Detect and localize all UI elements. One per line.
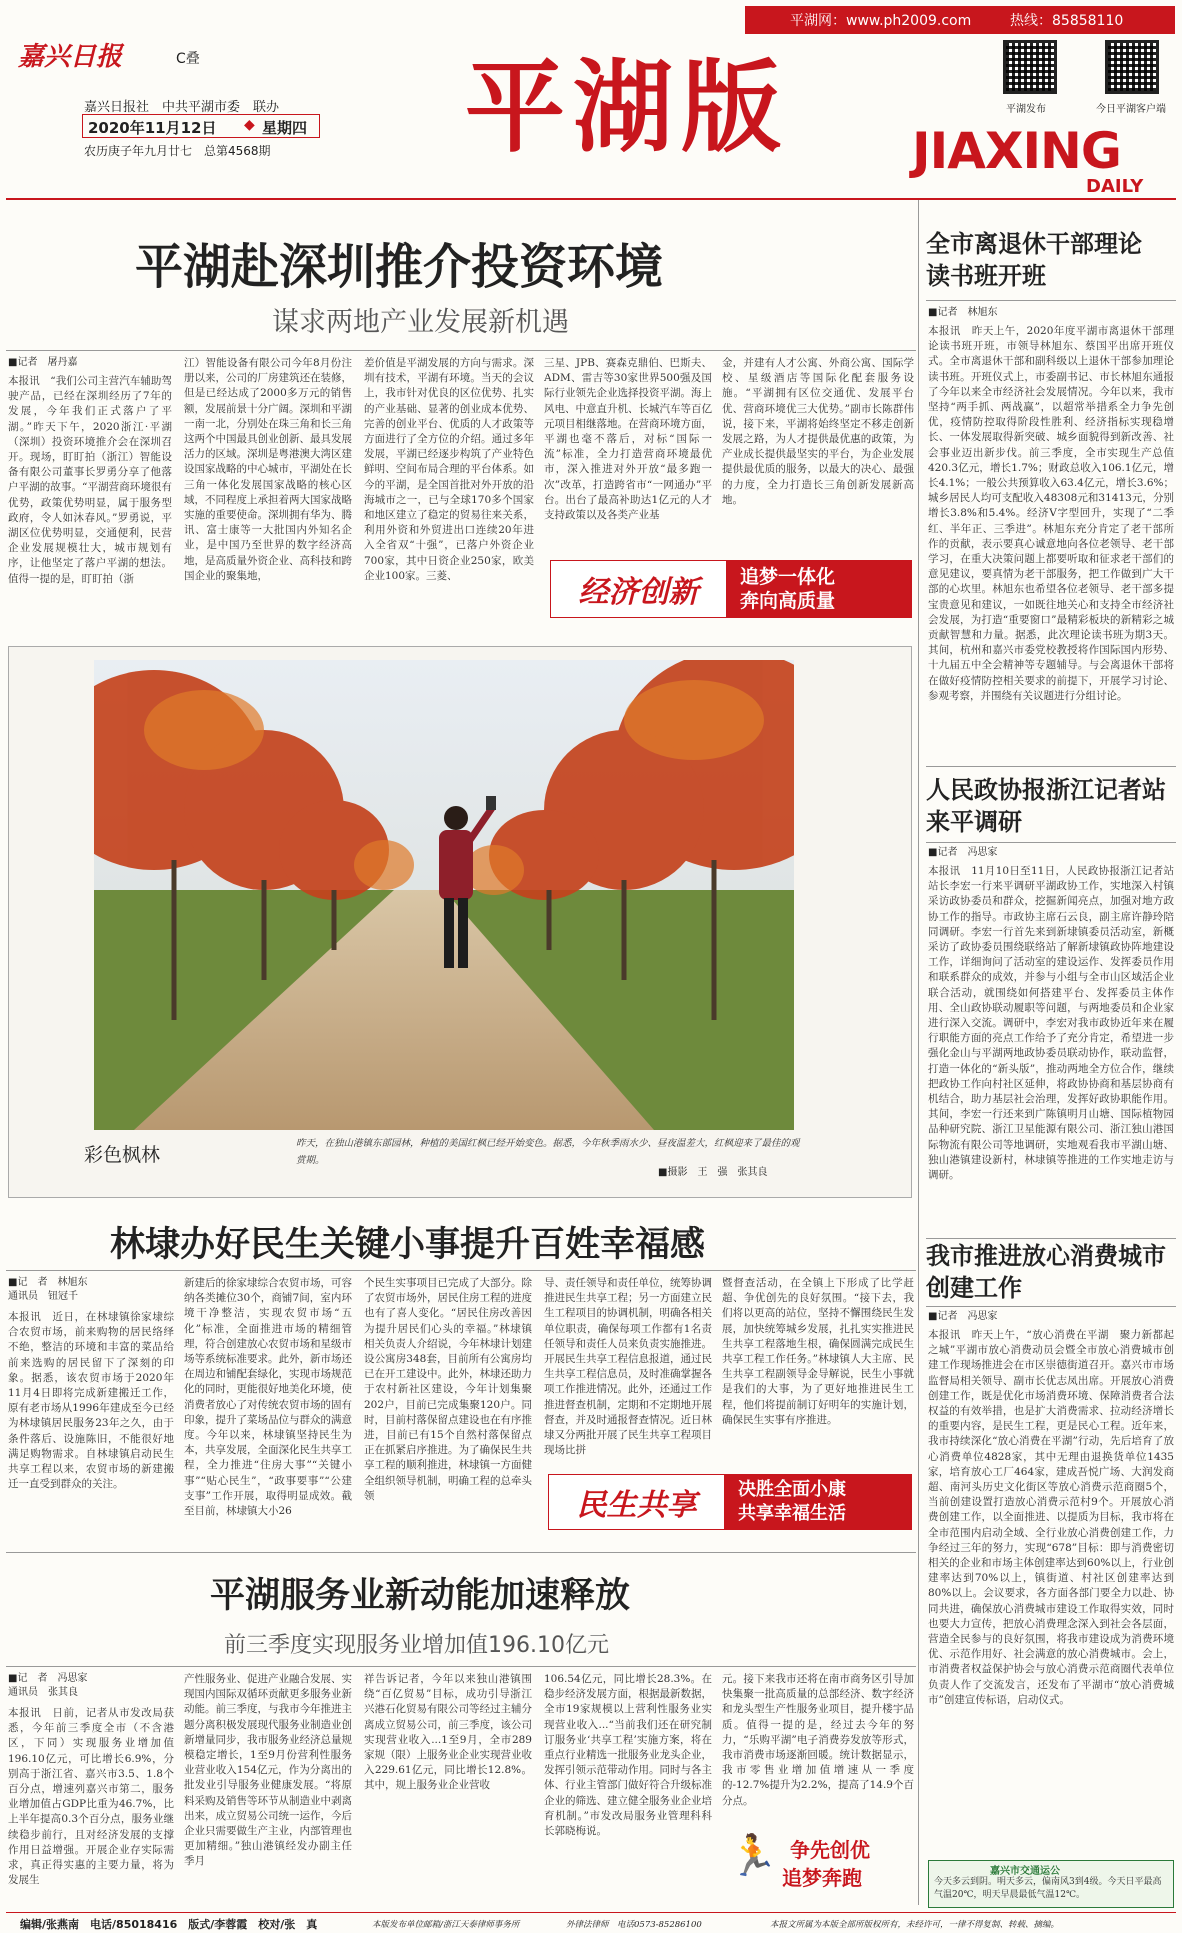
divider	[926, 300, 1176, 301]
masthead-rule	[6, 198, 1176, 200]
site-url[interactable]: 平湖网：www.ph2009.com	[790, 13, 972, 29]
third-col-3: 祥告诉记者，今年以来独山港镇围绕“百亿贸易”目标，成功引导浙江兴港石化贸易有限公司等经过主辅分离成立贸易公司，前三季度，该公司实现营业收入...1至9月，全市289家规（限）上服务业企业实现营业收入229.61亿元，同比增长12.8%。其中，规上服务业企业营收	[364, 1673, 532, 1792]
paper-logo: 嘉兴日报	[18, 42, 123, 72]
badge-line-2: 奔向高质量	[740, 590, 836, 612]
badge-line-2: 共享幸福生活	[738, 1503, 846, 1524]
weekday: 星期四	[262, 119, 308, 137]
side3-byline: ■记者 冯思家	[928, 1311, 998, 1322]
second-byline-2: 通讯员 钮冠千	[8, 1291, 78, 1302]
lead-headline: 平湖赴深圳推介投资环境	[135, 239, 664, 295]
divider	[6, 1666, 916, 1667]
third-col-1: 本报讯 日前，记者从市发改局获悉，今年前三季度全市（不含港区，下同）实现服务业增加值196.10亿元，可比增长6.9%，分别高于浙江省、嘉兴市3.5、1.8个百分点，增速列嘉兴市第二，服务业增加值占GDP比重为46.7%，比上半年提高0.3个百分点，服务业继续稳步前行，且对经济发展的支撑作用日益增强。开展企业存实际需求，真正得实惠的主要力量，将为发展生	[8, 1707, 174, 1887]
issue-date: 2020年11月12日	[88, 119, 217, 137]
badge-right	[726, 561, 911, 617]
third-col-2: 产性服务业、促进产业融合发展、实现国内国际双循环贡献更多服务业新动能。前三季度，与我市今年推进主题分离积极发展现代服务业制造业创新增量同步，我市服务业经济总量规模稳定增长，1至9月份营利性服务业营业收入154亿元，作为分离出的批发业引导服务业健康发展。“将原料采购及销售等环节从制造业中剥离出来，成立贸易公司统一运作，今后企业只需要做生产主业，内部管理也更加精细。”独山港镇经发办副主任季月	[184, 1673, 352, 1868]
edition-code: C叠	[176, 51, 200, 67]
divider	[926, 1238, 1176, 1239]
second-col-2: 新建后的徐家埭综合农贸市场，可容纳各类摊位30个，商铺7间，室内环境干净整洁，实现农贸市场“五化”标准，全面推进市场的精细管理，符合创建放心农贸市场和星级市场等系统标准要求。此外，新市场还在周边和铺配套绿化，实现市场规范化的同时，更能很好地美化环境，使消费者放心了对传统农贸市场的固有印象，提升了菜场品位与群众的满意度。今年以来，林埭镇坚持民生为本，共享发展，全面深化民生共享工程，全力推进“住房大事”“关键小事”“贴心民生”，“政事要事”“公建支事”工作开展，取得明显成效。截至目前，林埭镇大小26	[184, 1277, 352, 1518]
runner-icon: 🏃	[728, 1833, 778, 1879]
maple-forest-photo	[94, 660, 794, 1130]
third-subtitle: 前三季度实现服务业增加值196.10亿元	[224, 1633, 609, 1658]
second-col-4: 导、责任领导和责任单位，统筹协调推进民生共享工程；另一方面建立民生工程项目的协调机制，明确各相关单位职责，确保每项工作都有1名责任领导和责任人员来负责实施推进。开展民生共享工程信息报道，通过民生共享工程信息员，及时准确掌握各项工作推进情况。此外，还通过工作推进督查机制，定期和不定期地开展督查，并及时通报督查情况。近日林埭又分两批开展了民生共享工程项目现场比拼	[544, 1277, 712, 1457]
third-col-4: 106.54亿元，同比增长28.3%。在稳步经济发展方面，根据最新数据，全市19家规模以上营利性服务业实现营业收入...“当前我们还在研究制订服务业‘共享工程’实施方案，将在重点行业精选一批服务业龙头企业，发挥引领示范带动作用。同时与各主体、行业主管部门做好符合升级标准企业的筛选、建立健全服务业企业培育机制。”市发改局服务业管理科科长郭晓梅说。	[544, 1673, 712, 1838]
footer-rule	[6, 1912, 1176, 1913]
lead-col-5: 金，并建有人才公寓、外商公寓、国际学校、星级酒店等国际化配套服务设施。“平湖拥有区位交通优、发展平台优、营商环境优三大优势。”副市长陈群伟说，接下来，平湖将始终坚定不移走创新发展之路，为人才提供最优惠的政策，为产业成长提供最坚实的平台，为企业发展提供最优质的服务，以最大的决心、最强的力度，全力打造长三角创新发展新高地。	[722, 357, 914, 506]
third-headline: 平湖服务业新动能加速释放	[210, 1576, 631, 1616]
publisher: 嘉兴日报社 中共平湖市委 联办	[84, 100, 280, 115]
second-col-3: 个民生实事项目已完成了大部分。除了农贸市场外，居民住房工程的进度也有了喜人变化。“居民住房改善因为提升居民们心头的幸福。”林埭镇相关负责人介绍说，今年林埭计划建设公寓房348套，目前所有公寓房均已在开工建设中。此外，林埭还助力于农村新社区建设，今年计划集聚202户，目前已完成集聚120户。同时，目前村落保留点建设也在有序推进，目前已有15个自然村落保留点正在抓紧启序推进。为了确保民生共享工程的顺利推进，林埭镇一方面健全组织领导机制，明确工程的总牵头领	[364, 1277, 532, 1502]
second-col-1: 本报讯 近日，在林埭镇徐家埭综合农贸市场，前来购物的居民络绎不绝，整洁的环境和丰富的菜品给前来选购的居民留下了深刻的印象。据悉，该农贸市场于2020年11月4日即将完成新建搬迁工作，原有老市场从1996年建成至今已经为林埭镇居民服务23年之久，由于条件落后、设施陈旧，不能很好地满足购物需求。自林埭镇启动民生共享工程以来，农贸市场的新建搬迁一直受到群众的关注。	[8, 1311, 174, 1491]
side3-body: 本报讯 昨天上午，“放心消费在平湖 聚力新都起之城”平湖市放心消费动员会暨全市放心消费城市创建工作现场推进会在市区崇德街道召开。嘉兴市市场监督局相关领导、副市长优志凤出席。开展放心消费创建工作，既是优化市场消费环境、保障消费者合法权益的有效举措，也是扩大消费需求、拉动经济增长的重要内容，是民生工程，更是民心工程。近年来，我市持续深化“放心消费在平湖”行动，先后培育了放心消费单位4828家，其中无理由退换货单位1435家，培育放心工厂464家，建成吾悦广场、大润发商超、南河头历史文化街区等放心消费示范商圈5个，当前创建设置打造放心消费示范村9个。开展放心消费创建工作，以全面推进、以提质为目标，我市将在全市范围内启动全域、全行业放心消费创建工作，力争经过三年的努力，实现“678”目标：即与消费密切相关的企业和市场主体创建率达到60%以上，行业创建率达到70%以上，镇街道、村社区创建率达到80%以上。会议要求，各方面各部门要全力以赴、协同共进，确保放心消费城市建设工作取得实效，同时也要大力宣传，把放心消费理念深入到社会各层面，营造全民参与的良好氛围，将我市建设成为消费环境优、示范作用好、社会满意的放心消费城市。会上，市消费者权益保护协会与放心消费示范商圈代表单位负责人作了交流发言，还发布了平湖市“放心消费城市”创建宣传标语，启动仪式。	[928, 1329, 1174, 1706]
badge-left: 经济创新	[551, 561, 726, 617]
lead-col-3: 差价值是平湖发展的方向与需求。深圳有技术，平湖有环境。当天的会议上，我市针对优良的区位优势、扎实的产业基础、显著的创业成本优势、完善的创业平台、优质的人才政策等方面进行了全方位的介绍。通过多年发展，平湖已经逐步构筑了产业特色鲜明、空间布局合理的平台体系。如今的平湖，是全国首批对外开放的沿海城市之一，已与全球170多个国家和地区建立了稳定的贸易往来关系，利用外资和外贸进出口连续20年进入全省双“十强”，已落户外资企业700家，其中日资企业250家，欧美企业100家。三菱、	[364, 357, 534, 582]
brand-sub: DAILY	[1086, 176, 1144, 197]
badge-line-1: 追梦一体化	[740, 566, 836, 588]
side2-body: 本报讯 11月10日至11日，人民政协报浙江记者站站长李宏一行来平调研平湖政协工作，实地深入村镇采访政协委员和群众，挖掘新闻亮点，加强对地方政协工作的指导。市政协主席石云良，副主席许静玲陪同调研。李宏一行首先来到新埭镇委员活动室，新概采访了政协委员围绕联络站了解新埭镇政协阵地建设工作，详细询问了活动室的建设运作、发挥委员作用和联系群众的成效，并参与小组与全市山区域活企业联合活动，就围绕如何搭建平台、发挥委员主体作用、全山政协联动履职等问题，与两地委员和企业家进行深入交流。调研中，李宏对我市政协近年来在履行职能方面的亮点工作给予了充分肯定，希望进一步强化金山与平湖两地政协委员联动协作，联动监督，打造一体化的“新头版”，推动两地全方位合作，继续把政协工作向村社区延伸，将政协协商和基层协商有机结合，助力基层社会治理，发挥好政协职能作用。其间，李宏一行还来到广陈镇明月山塘、国际植物园品种研究院、浙江卫星能源有限公司、浙江独山港国际物流有限公司等地调研，实地观看我市平湖山塘、独山港镇建设新村，林埭镇等推进的工作实地走访与调研。	[928, 865, 1174, 1182]
qr2-label: 今日平湖客户端	[1096, 104, 1166, 115]
footer-editors: 编辑/张燕南 电话/85018416 版式/李蓉霞 校对/张 真	[20, 1918, 318, 1931]
side2-byline: ■记者 冯思家	[928, 847, 998, 858]
side3-headline: 我市推进放心消费城市创建工作	[926, 1242, 1166, 1302]
divider	[926, 842, 1176, 843]
weather-text: 今天多云到阴。明天多云，偏南风3到4级。今天日平最高气温20℃，明天早晨最低气温12℃。	[934, 1877, 1162, 1900]
economy-badge	[550, 560, 912, 618]
second-byline-1: ■记 者 林旭东	[8, 1277, 88, 1288]
divider	[6, 1552, 916, 1553]
lead-col-1: 本报讯 “我们公司主营汽车辅助驾驶产品，已经在深圳经历了7年的发展，今年我们正式落户了平湖。”昨天下午，2020浙江·平湖（深圳）投资环境推介会在深圳召开。现场，盯盯拍（浙江）智能设备有限公司董事长罗勇分享了他落户平湖的故事。“平湖营商环境很有优势，政策优势明显，属于服务型政府，令人如沐春风。”罗勇说，平湖区位优势明显，交通便利，民营企业发展规模壮大，城市规划有序，让他坚定了落户平湖的想法。值得一提的是，盯盯拍（浙	[8, 375, 172, 585]
brand-logo: JIAXING	[912, 122, 1121, 180]
divider	[6, 350, 916, 351]
sidebar-divider	[918, 200, 919, 1905]
badge-right	[724, 1475, 911, 1529]
divider	[6, 1270, 916, 1271]
side2-headline: 人民政协报浙江记者站来平调研	[926, 776, 1166, 836]
qr1-label: 平湖发布	[1006, 104, 1046, 115]
third-byline-1: ■记 者 冯思家	[8, 1673, 88, 1684]
badge-line-1: 决胜全面小康	[738, 1479, 846, 1500]
third-col-5: 元。接下来我市还将在南市商务区引导加快集聚一批高质量的总部经济、数字经济和龙头型生产性服务业项目，提升楼宇品质。值得一提的是，经过去今年的努力，“乐购平湖”电子消费券发放等形式，我市消费市场逐渐回暖。统计数据显示，我市零售业增加值增速从一季度的-12.7%提升为2.2%，提高了14.9个百分点。	[722, 1673, 914, 1807]
second-col-5: 暨督查活动，在全镇上下形成了比学赶超、争优创先的良好氛围。“接下去，我们将以更高的站位，坚持不懈围绕民生发展，加快统筹城乡发展，扎扎实实推进民生共享工程落地生根，确保圆满完成民生共享工程工作任务。”林埭镇人大主席、民生共享工程副领导金导解说，民生小事就是我们的大事，为了更好地推进民生工程，他们将提前制订好明年的实施计划，确保民生实事有序推进。	[722, 1277, 914, 1426]
lead-col-2: 江）智能设备有限公司今年8月份注册以来，公司的厂房建筑还在装修，但是已经达成了2000多万元的销售额，发展前景十分广阔。深圳和平湖一南一北，分别处在珠三角和长三角这两个中国最具创业创新、最具发展活力的区域。深圳是粤港澳大湾区建设国家战略的中心城市，平湖处在长三角一体化发展国家战略的核心区域，不同程度上承担着两大国家战略实施的重要使命。深圳拥有华为、腾讯、富士康等一大批国内外知名企业，是中国乃至世界的数字经济高地，是高质量外资企业、高科技和跨国企业的聚集地，	[184, 357, 352, 582]
side1-byline: ■记者 林旭东	[928, 307, 998, 318]
weather-title: 嘉兴市交通运公	[990, 1866, 1060, 1877]
lead-col-4: 三星、JPB、赛森克鼎伯、巴斯夫、ADM、雷吉等30家世界500强及国际行业领先企业选择投资平湖。海上风电、中意直升机、长城汽车等百亿元项目相继落地。在营商环境方面，平湖也毫不落后，对标“国际一流”标准，全力打造营商环境最优市，深入推进对外开放“最多跑一次”改革，打造跨省市“一网通办”平台。出台了最高补助达1亿元的人才支持政策以及各类产业基	[544, 357, 712, 522]
hotline: 热线：85858110	[1010, 13, 1124, 29]
divider	[926, 1306, 1176, 1307]
third-byline-2: 通讯员 张其良	[8, 1687, 78, 1698]
edition-title: 平湖版	[465, 48, 789, 166]
photo-title: 彩色枫林	[84, 1144, 161, 1166]
qr-code-icon[interactable]	[1003, 40, 1057, 94]
divider	[926, 766, 1176, 767]
photo-credit: ■摄影 王 强 张其良	[658, 1167, 768, 1178]
footer-notice-1: 本版发布单位邮箱/浙江天泰律师事务所	[372, 1920, 520, 1930]
competition-badge-line-1: 争先创优	[790, 1838, 870, 1862]
lead-byline: ■记者 屠丹嘉	[8, 357, 78, 368]
badge-left: 民生共享	[549, 1475, 724, 1529]
lead-subtitle: 谋求两地产业发展新机遇	[272, 307, 569, 338]
diamond-icon: ◆	[244, 117, 255, 133]
side1-body: 本报讯 昨天上午，2020年度平湖市离退休干部理论读书班开班，市领导林旭东、蔡国平出席开班仪式。全市离退休干部和副科级以上退休干部参加理论读书班。开班仪式上，市委副书记、市长林旭东通报了今年以来全市经济社会发展情况。今年以来，我市坚持“两手抓、两战赢”，以超常举措系全力争先创优，疫情防控取得阶段性胜利、经济指标实现稳增长、一体发展取得新突破、城乡面貌得到新改善、社会事业迈出新步伐。前三季度，全市实现生产总值420.3亿元，增长1.7%；财政总收入106.1亿元，增长4.1%；一般公共预算收入63.4亿元，增长3.6%；城乡居民人均可支配收入48308元和31413元，分别增长3.8%和5.4%。经济V字型回升，实现了“二季红、半年正、三季进”。林旭东充分肯定了老干部所作的贡献，表示要真心诚意地向各位老领导、老干部学习，在重大决策问题上都要听取和征求老干部们的意见建议，要真情为老干部服务，把工作做到广大干部的心坎里。林旭东也希望各位老领导、老干部多提宝贵意见和建议，一如既往地关心和支持全市经济社会发展，为打造“重要窗口”最精彩板块的新精彩之城贡献智慧和力量。据悉，此次理论读书班为期3天。其间，杭州和嘉兴市委党校教授将作国际国内形势、十九届五中全会精神等专题辅导。与会离退休干部将在做好疫情防控相关要求的前提下，开展学习讨论、参观考察，并围绕有关议题进行分组讨论。	[928, 325, 1174, 702]
livelihood-badge	[548, 1474, 912, 1530]
side1-headline: 全市离退休干部理论读书班开班	[926, 230, 1142, 290]
footer-notice-3: 本报文所属为本版全部所版权所有，未经许可，一律不得复制、转载、摘编。	[770, 1920, 1060, 1930]
photo-caption: 昨天，在独山港镇东部园林，种植的美国红枫已经开始变色。据悉，今年秋季雨水少、昼夜温差大，红枫迎来了最佳的观赏期。	[296, 1138, 800, 1166]
lunar-date: 农历庚子年九月廿七 总第4568期	[84, 144, 271, 158]
competition-badge-line-2: 追梦奔跑	[782, 1866, 862, 1890]
qr-code-icon[interactable]	[1105, 40, 1159, 94]
second-headline: 林埭办好民生关键小事提升百姓幸福感	[110, 1225, 706, 1265]
footer-notice-2: 外律法律师 电话0573-85286100	[566, 1920, 702, 1930]
